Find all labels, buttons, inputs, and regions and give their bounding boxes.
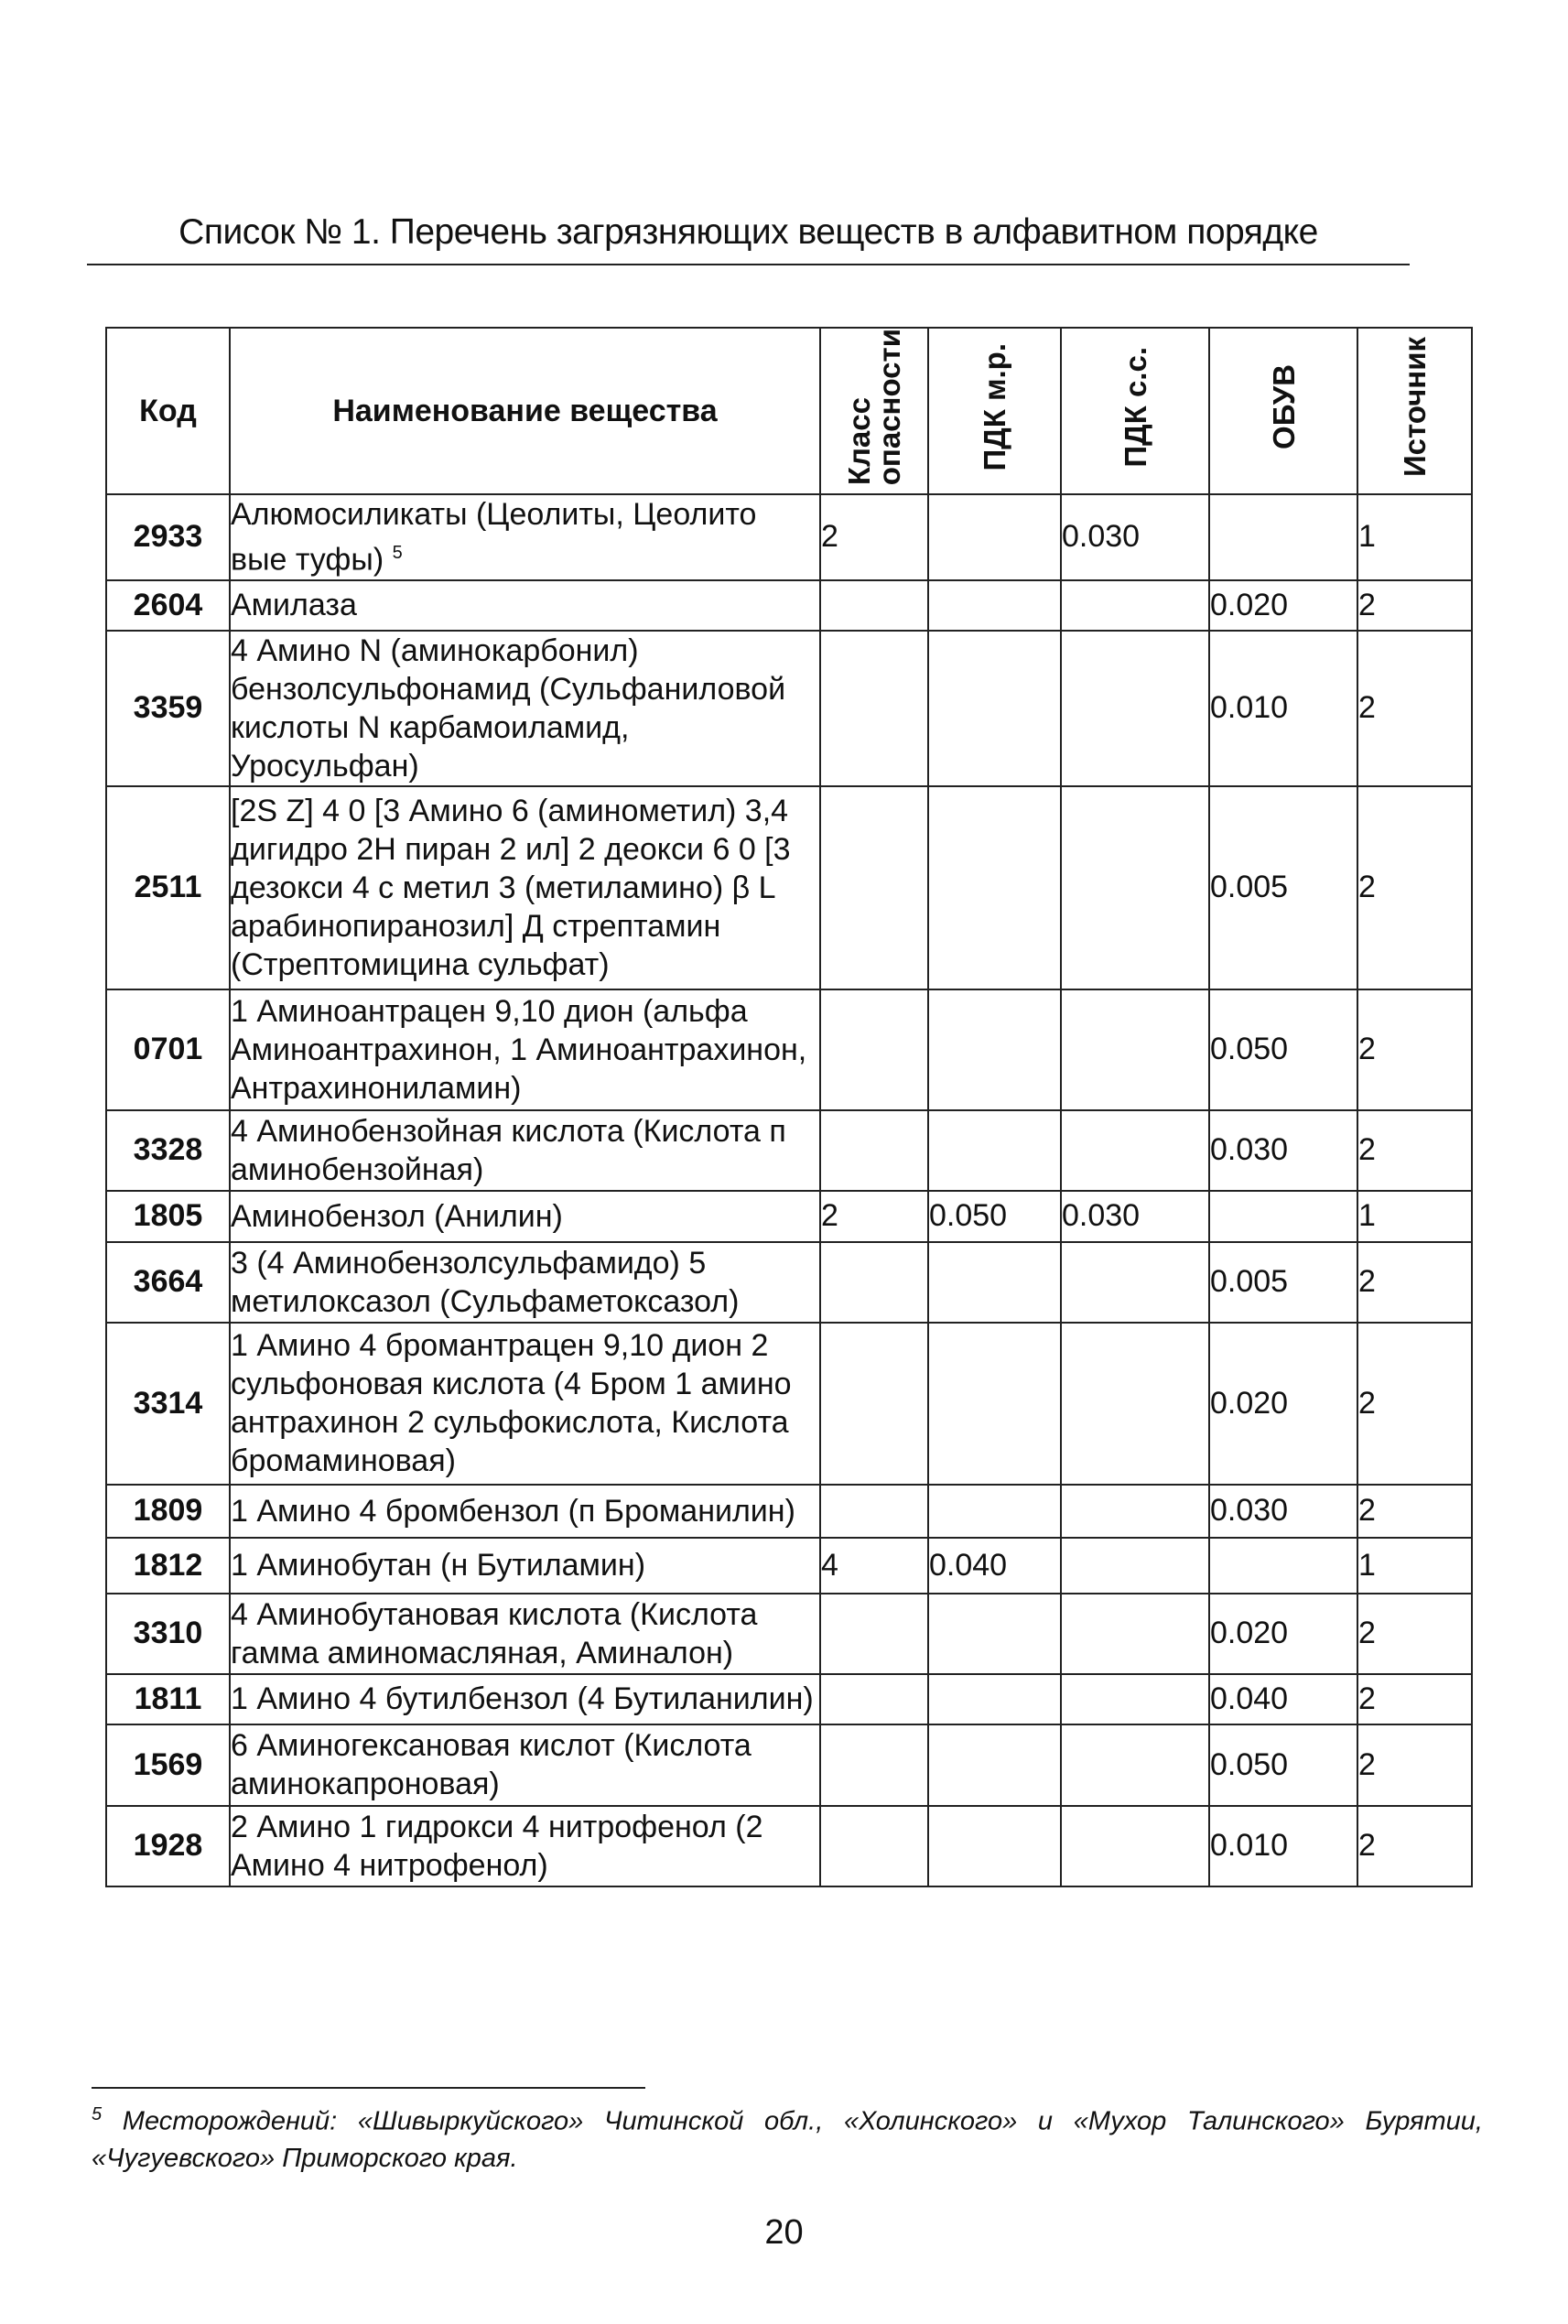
cell-pdk-ss: 0.030 <box>1061 494 1209 579</box>
cell-pdk-ss <box>1061 1323 1209 1485</box>
cell-code: 0701 <box>106 989 230 1110</box>
table-row <box>106 1674 1472 1724</box>
cell-source: 2 <box>1357 1724 1472 1806</box>
cell-source: 1 <box>1357 494 1472 579</box>
cell-source: 1 <box>1357 1191 1472 1242</box>
page-number: 20 <box>764 2213 804 2252</box>
header-obuv <box>1209 328 1357 494</box>
cell-pdk-mr <box>928 1242 1061 1323</box>
cell-pdk-ss <box>1061 631 1209 786</box>
cell-name: 4 Аминобутановая кислота (Кислота гамма аминомасляная, Аминалон) <box>230 1594 820 1674</box>
cell-hazard: 4 <box>820 1538 928 1594</box>
header-pdk-mr <box>928 328 1061 494</box>
table-row <box>106 989 1472 1110</box>
cell-code: 1812 <box>106 1538 230 1594</box>
cell-source: 2 <box>1357 1806 1472 1886</box>
cell-obuv: 0.020 <box>1209 580 1357 631</box>
cell-name: 1 Аминоантрацен 9,10 дион (альфа Аминоантрахинон, 1 Аминоантрахинон, Антрахинониламин) <box>230 989 820 1110</box>
table-row <box>106 1485 1472 1538</box>
cell-obuv: 0.010 <box>1209 631 1357 786</box>
cell-pdk-mr <box>928 989 1061 1110</box>
cell-pdk-mr <box>928 631 1061 786</box>
cell-code: 3359 <box>106 631 230 786</box>
cell-code: 1809 <box>106 1485 230 1538</box>
cell-obuv: 0.030 <box>1209 1485 1357 1538</box>
cell-code: 2511 <box>106 786 230 989</box>
table-row <box>106 580 1472 631</box>
table-row <box>106 494 1472 579</box>
cell-obuv <box>1209 1191 1357 1242</box>
cell-pdk-mr <box>928 1323 1061 1485</box>
table-row <box>106 786 1472 989</box>
cell-hazard <box>820 1724 928 1806</box>
cell-obuv: 0.005 <box>1209 1242 1357 1323</box>
header-name: Наименование вещества <box>230 328 820 494</box>
header-source-label: Источник <box>1398 337 1432 478</box>
footnote-marker: 5 <box>92 2104 103 2124</box>
cell-code: 3664 <box>106 1242 230 1323</box>
footnote-rule <box>92 2087 645 2089</box>
header-hazard-class <box>820 328 928 494</box>
cell-obuv <box>1209 1538 1357 1594</box>
table-row <box>106 631 1472 786</box>
footnote <box>92 2096 1483 2177</box>
cell-name: 1 Амино 4 бромантрацен 9,10 дион 2 сульфоновая кислота (4 Бром 1 амино антрахинон 2 сульфокислота, Кислота бромаминовая) <box>230 1323 820 1485</box>
cell-hazard <box>820 631 928 786</box>
footnote-text: Месторождений: «Шивыркуйского» Читинской обл., «Холинского» и «Мухор Талинского» Бурятии, «Чугуевского» Приморского края. <box>92 2106 1483 2173</box>
cell-pdk-ss <box>1061 1485 1209 1538</box>
cell-name: 1 Аминобутан (н Бутиламин) <box>230 1538 820 1594</box>
header-row <box>106 328 1472 494</box>
header-code: Код <box>106 328 230 494</box>
cell-name <box>230 494 820 579</box>
cell-obuv: 0.020 <box>1209 1323 1357 1485</box>
cell-pdk-mr: 0.040 <box>928 1538 1061 1594</box>
cell-code: 2933 <box>106 494 230 579</box>
cell-hazard <box>820 989 928 1110</box>
table-row <box>106 1110 1472 1191</box>
cell-code: 1805 <box>106 1191 230 1242</box>
cell-pdk-ss <box>1061 1674 1209 1724</box>
cell-source: 2 <box>1357 1485 1472 1538</box>
page-heading: Список № 1. Перечень загрязняющих веществ в алфавитном порядке <box>178 212 1318 252</box>
cell-obuv <box>1209 494 1357 579</box>
table-row <box>106 1594 1472 1674</box>
cell-source: 2 <box>1357 1674 1472 1724</box>
cell-obuv: 0.030 <box>1209 1110 1357 1191</box>
cell-name-text: Алюмосиликаты (Цеолиты, Цеолито вые туфы) <box>231 497 757 578</box>
table-row <box>106 1242 1472 1323</box>
cell-code: 1569 <box>106 1724 230 1806</box>
header-pdk-ss-label: ПДК с.с. <box>1118 346 1152 468</box>
cell-pdk-ss <box>1061 1806 1209 1886</box>
cell-pdk-ss <box>1061 1110 1209 1191</box>
cell-source: 2 <box>1357 786 1472 989</box>
cell-hazard <box>820 580 928 631</box>
cell-hazard <box>820 1594 928 1674</box>
cell-pdk-mr <box>928 1724 1061 1806</box>
cell-source: 1 <box>1357 1538 1472 1594</box>
footnote-ref: 5 <box>392 543 403 564</box>
cell-pdk-mr <box>928 1110 1061 1191</box>
cell-obuv: 0.050 <box>1209 989 1357 1110</box>
cell-name: 1 Амино 4 бромбензол (п Броманилин) <box>230 1485 820 1538</box>
cell-pdk-mr <box>928 580 1061 631</box>
cell-name: 6 Аминогексановая кислот (Кислота аминокапроновая) <box>230 1724 820 1806</box>
table-row <box>106 1191 1472 1242</box>
header-pdk-ss <box>1061 328 1209 494</box>
cell-source: 2 <box>1357 989 1472 1110</box>
heading-rule <box>87 264 1410 265</box>
table-row <box>106 1323 1472 1485</box>
table-row <box>106 1806 1472 1886</box>
cell-name: 1 Амино 4 бутилбензол (4 Бутиланилин) <box>230 1674 820 1724</box>
cell-pdk-ss <box>1061 786 1209 989</box>
cell-hazard <box>820 1806 928 1886</box>
cell-pdk-ss <box>1061 989 1209 1110</box>
cell-name: [2S Z] 4 0 [3 Амино 6 (аминометил) 3,4 дигидро 2H пиран 2 ил] 2 деокси 6 0 [3 дезокси 4 с метил 3 (метиламино) β L арабинопиранозил] Д стрептамин (Стрептомицина сульфат) <box>230 786 820 989</box>
cell-pdk-mr: 0.050 <box>928 1191 1061 1242</box>
cell-hazard <box>820 1323 928 1485</box>
cell-source: 2 <box>1357 1110 1472 1191</box>
cell-pdk-ss <box>1061 580 1209 631</box>
cell-source: 2 <box>1357 1242 1472 1323</box>
cell-code: 3310 <box>106 1594 230 1674</box>
cell-pdk-mr <box>928 786 1061 989</box>
cell-obuv: 0.020 <box>1209 1594 1357 1674</box>
header-source <box>1357 328 1472 494</box>
cell-code: 3314 <box>106 1323 230 1485</box>
cell-source: 2 <box>1357 1323 1472 1485</box>
header-hazard-line2: опасности <box>872 329 906 486</box>
cell-code: 1811 <box>106 1674 230 1724</box>
cell-obuv: 0.010 <box>1209 1806 1357 1886</box>
cell-pdk-ss <box>1061 1242 1209 1323</box>
cell-pdk-mr <box>928 494 1061 579</box>
cell-name: 2 Амино 1 гидрокси 4 нитрофенол (2 Амино 4 нитрофенол) <box>230 1806 820 1886</box>
header-obuv-label: ОБУВ <box>1266 364 1301 450</box>
cell-code: 3328 <box>106 1110 230 1191</box>
cell-source: 2 <box>1357 631 1472 786</box>
cell-name: Амилаза <box>230 580 820 631</box>
cell-hazard <box>820 786 928 989</box>
cell-hazard <box>820 1110 928 1191</box>
cell-hazard: 2 <box>820 1191 928 1242</box>
cell-pdk-ss <box>1061 1538 1209 1594</box>
cell-pdk-mr <box>928 1806 1061 1886</box>
cell-code: 1928 <box>106 1806 230 1886</box>
cell-name: 3 (4 Аминобензолсульфамидо) 5 метилоксазол (Сульфаметоксазол) <box>230 1242 820 1323</box>
cell-hazard <box>820 1674 928 1724</box>
table-row <box>106 1724 1472 1806</box>
cell-obuv: 0.050 <box>1209 1724 1357 1806</box>
table-row <box>106 1538 1472 1594</box>
cell-name: 4 Аминобензойная кислота (Кислота п аминобензойная) <box>230 1110 820 1191</box>
cell-hazard <box>820 1485 928 1538</box>
cell-pdk-mr <box>928 1485 1061 1538</box>
cell-source: 2 <box>1357 580 1472 631</box>
cell-pdk-mr <box>928 1594 1061 1674</box>
cell-obuv: 0.005 <box>1209 786 1357 989</box>
cell-source: 2 <box>1357 1594 1472 1674</box>
cell-hazard <box>820 1242 928 1323</box>
cell-pdk-ss <box>1061 1724 1209 1806</box>
cell-name: Аминобензол (Анилин) <box>230 1191 820 1242</box>
cell-pdk-ss <box>1061 1594 1209 1674</box>
substances-table <box>105 327 1473 1887</box>
cell-obuv: 0.040 <box>1209 1674 1357 1724</box>
cell-pdk-ss: 0.030 <box>1061 1191 1209 1242</box>
header-pdk-mr-label: ПДК м.р. <box>978 342 1011 471</box>
cell-name: 4 Амино N (аминокарбонил) бензолсульфонамид (Сульфаниловой кислоты N карбамоиламид, Уросульфан) <box>230 631 820 786</box>
cell-hazard: 2 <box>820 494 928 579</box>
cell-code: 2604 <box>106 580 230 631</box>
cell-pdk-mr <box>928 1674 1061 1724</box>
header-hazard-line1: Класс <box>842 397 876 486</box>
